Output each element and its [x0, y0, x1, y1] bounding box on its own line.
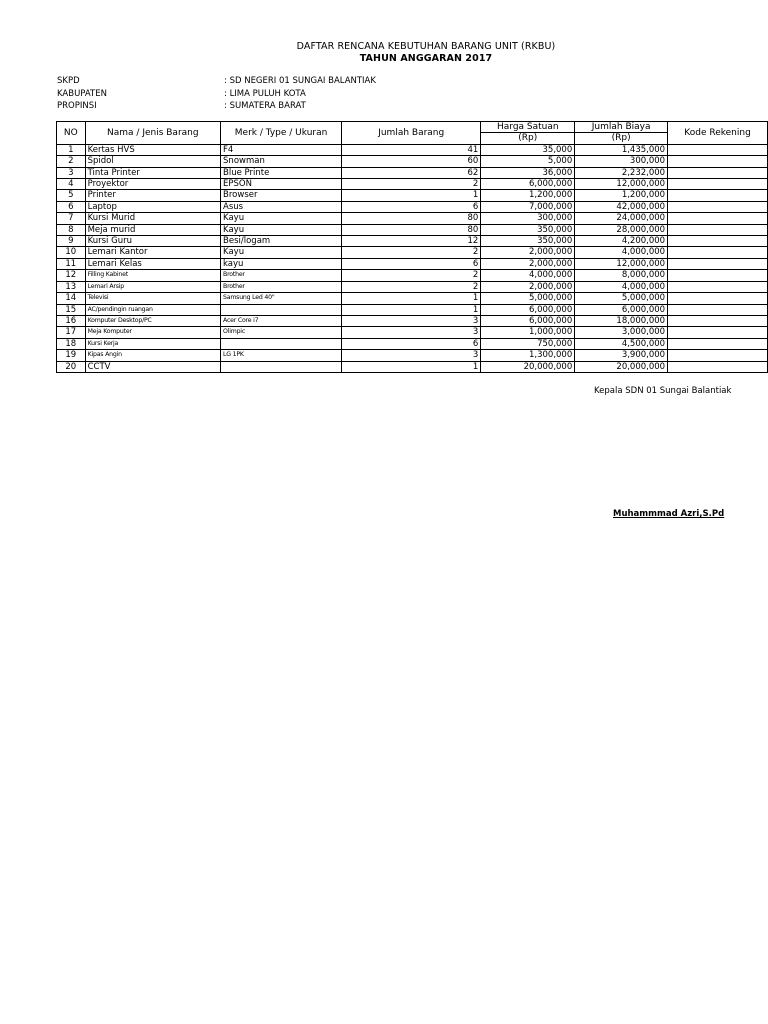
- table-row: [57, 304, 768, 315]
- cell-merk: Brother: [221, 270, 342, 281]
- table-row: [57, 258, 768, 269]
- cell-nama: Lemari Kantor: [85, 247, 220, 258]
- document-subtitle: TAHUN ANGGARAN 2017: [359, 53, 493, 64]
- cell-merk: [221, 361, 342, 372]
- cell-no: 11: [57, 258, 86, 269]
- cell-jumlah: 80: [342, 213, 481, 224]
- cell-nama: Meja murid: [85, 224, 220, 235]
- cell-jumlah: 1: [342, 361, 481, 372]
- cell-nama: Kertas HVS: [85, 144, 220, 155]
- cell-nama: Tinta Printer: [85, 167, 220, 178]
- cell-harga: 4,000,000: [481, 270, 575, 281]
- cell-harga: 750,000: [481, 338, 575, 349]
- cell-merk: Asus: [221, 201, 342, 212]
- cell-kode: [668, 258, 768, 269]
- cell-jumlah: 80: [342, 224, 481, 235]
- cell-merk: Blue Printe: [221, 167, 342, 178]
- cell-jumlah: 6: [342, 258, 481, 269]
- cell-nama: AC/pendingin ruangan: [85, 304, 220, 315]
- cell-jumlah: 2: [342, 281, 481, 292]
- cell-jumlah: 3: [342, 350, 481, 361]
- table-row: [57, 247, 768, 258]
- meta-value: : SUMATERA BARAT: [224, 101, 306, 111]
- cell-no: 3: [57, 167, 86, 178]
- cell-biaya: 12,000,000: [575, 179, 668, 190]
- cell-no: 10: [57, 247, 86, 258]
- cell-biaya: 3,900,000: [575, 350, 668, 361]
- table-row: [57, 293, 768, 304]
- cell-nama: Kursi Kerja: [85, 338, 220, 349]
- cell-no: 4: [57, 179, 86, 190]
- cell-harga: 2,000,000: [481, 281, 575, 292]
- cell-biaya: 4,000,000: [575, 281, 668, 292]
- table-row: [57, 350, 768, 361]
- cell-kode: [668, 156, 768, 167]
- cell-no: 15: [57, 304, 86, 315]
- cell-kode: [668, 179, 768, 190]
- cell-jumlah: 3: [342, 327, 481, 338]
- cell-no: 17: [57, 327, 86, 338]
- cell-harga: 350,000: [481, 236, 575, 247]
- cell-harga: 5,000: [481, 156, 575, 167]
- cell-kode: [668, 190, 768, 201]
- cell-merk: EPSON: [221, 179, 342, 190]
- rkbu-table: [56, 121, 768, 373]
- cell-harga: 5,000,000: [481, 293, 575, 304]
- table-row: [57, 179, 768, 190]
- cell-biaya: 1,200,000: [575, 190, 668, 201]
- cell-merk: Kayu: [221, 224, 342, 235]
- cell-no: 19: [57, 350, 86, 361]
- cell-harga: 6,000,000: [481, 304, 575, 315]
- cell-kode: [668, 236, 768, 247]
- cell-biaya: 18,000,000: [575, 315, 668, 326]
- meta-label: SKPD: [57, 76, 80, 86]
- cell-biaya: 2,232,000: [575, 167, 668, 178]
- table-header-row: [57, 122, 768, 133]
- cell-nama: Lemari Kelas: [85, 258, 220, 269]
- cell-jumlah: 2: [342, 247, 481, 258]
- table-row: [57, 270, 768, 281]
- cell-harga: 36,000: [481, 167, 575, 178]
- table-row: [57, 213, 768, 224]
- cell-nama: Kipas Angin: [85, 350, 220, 361]
- cell-biaya: 42,000,000: [575, 201, 668, 212]
- meta-label: KABUPATEN: [57, 88, 107, 99]
- header-harga-unit: (Rp): [481, 133, 575, 144]
- cell-merk: Snowman: [221, 156, 342, 167]
- cell-harga: 1,300,000: [481, 350, 575, 361]
- table-row: [57, 201, 768, 212]
- table-row: [57, 167, 768, 178]
- cell-nama: Televisi: [85, 293, 220, 304]
- cell-no: 1: [57, 144, 86, 155]
- cell-jumlah: 1: [342, 293, 481, 304]
- table-body: [57, 144, 768, 372]
- cell-kode: [668, 315, 768, 326]
- cell-biaya: 6,000,000: [575, 304, 668, 315]
- header-kode-rekening: Kode Rekening: [668, 122, 768, 145]
- cell-no: 12: [57, 270, 86, 281]
- cell-no: 13: [57, 281, 86, 292]
- cell-merk: Samsung Led 40": [221, 293, 342, 304]
- cell-no: 8: [57, 224, 86, 235]
- cell-biaya: 28,000,000: [575, 224, 668, 235]
- header-merk: Merk / Type / Ukuran: [221, 122, 342, 145]
- table-row: [57, 361, 768, 372]
- signature-title: Kepala SDN 01 Sungai Balantiak: [594, 386, 732, 396]
- cell-merk: Browser: [221, 190, 342, 201]
- cell-nama: CCTV: [85, 361, 220, 372]
- meta-value: : LIMA PULUH KOTA: [224, 88, 306, 99]
- cell-harga: 35,000: [481, 144, 575, 155]
- cell-no: 6: [57, 201, 86, 212]
- table-row: [57, 190, 768, 201]
- cell-no: 16: [57, 315, 86, 326]
- cell-kode: [668, 304, 768, 315]
- cell-kode: [668, 167, 768, 178]
- cell-biaya: 8,000,000: [575, 270, 668, 281]
- cell-no: 2: [57, 156, 86, 167]
- cell-merk: LG 1PK: [221, 350, 342, 361]
- cell-harga: 20,000,000: [481, 361, 575, 372]
- cell-merk: Kayu: [221, 247, 342, 258]
- cell-harga: 1,000,000: [481, 327, 575, 338]
- signature-name: Muhammmad Azri,S.Pd: [613, 509, 725, 519]
- cell-jumlah: 1: [342, 304, 481, 315]
- cell-jumlah: 2: [342, 270, 481, 281]
- cell-merk: Brother: [221, 281, 342, 292]
- cell-kode: [668, 144, 768, 155]
- cell-nama: Lemari Arsip: [85, 281, 220, 292]
- cell-nama: Meja Komputer: [85, 327, 220, 338]
- header-no: NO: [57, 122, 86, 145]
- cell-kode: [668, 224, 768, 235]
- cell-jumlah: 6: [342, 201, 481, 212]
- cell-jumlah: 6: [342, 338, 481, 349]
- cell-no: 7: [57, 213, 86, 224]
- cell-kode: [668, 338, 768, 349]
- cell-biaya: 3,000,000: [575, 327, 668, 338]
- cell-no: 14: [57, 293, 86, 304]
- cell-kode: [668, 281, 768, 292]
- cell-biaya: 4,000,000: [575, 247, 668, 258]
- cell-nama: Komputer Desktop/PC: [85, 315, 220, 326]
- cell-nama: Laptop: [85, 201, 220, 212]
- meta-value: : SD NEGERI 01 SUNGAI BALANTIAK: [224, 76, 376, 86]
- cell-no: 5: [57, 190, 86, 201]
- table-row: [57, 236, 768, 247]
- cell-kode: [668, 361, 768, 372]
- cell-jumlah: 1: [342, 190, 481, 201]
- cell-harga: 6,000,000: [481, 179, 575, 190]
- cell-jumlah: 41: [342, 144, 481, 155]
- cell-harga: 6,000,000: [481, 315, 575, 326]
- cell-biaya: 12,000,000: [575, 258, 668, 269]
- cell-kode: [668, 350, 768, 361]
- document-title: DAFTAR RENCANA KEBUTUHAN BARANG UNIT (RKBU): [296, 41, 556, 52]
- cell-biaya: 5,000,000: [575, 293, 668, 304]
- cell-merk: kayu: [221, 258, 342, 269]
- cell-nama: Printer: [85, 190, 220, 201]
- table-row: [57, 281, 768, 292]
- cell-jumlah: 3: [342, 315, 481, 326]
- cell-merk: Olimpic: [221, 327, 342, 338]
- cell-kode: [668, 201, 768, 212]
- table-row: [57, 224, 768, 235]
- cell-biaya: 20,000,000: [575, 361, 668, 372]
- cell-harga: 300,000: [481, 213, 575, 224]
- cell-biaya: 4,500,000: [575, 338, 668, 349]
- cell-nama: Kursi Guru: [85, 236, 220, 247]
- cell-harga: 2,000,000: [481, 247, 575, 258]
- cell-no: 20: [57, 361, 86, 372]
- cell-harga: 350,000: [481, 224, 575, 235]
- table-row: [57, 338, 768, 349]
- cell-merk: [221, 304, 342, 315]
- cell-jumlah: 2: [342, 179, 481, 190]
- cell-jumlah: 12: [342, 236, 481, 247]
- header-jumlah-biaya: Jumlah Biaya: [575, 122, 668, 133]
- cell-kode: [668, 293, 768, 304]
- cell-biaya: 1,435,000: [575, 144, 668, 155]
- header-nama: Nama / Jenis Barang: [85, 122, 220, 145]
- cell-jumlah: 60: [342, 156, 481, 167]
- cell-kode: [668, 270, 768, 281]
- cell-harga: 7,000,000: [481, 201, 575, 212]
- cell-nama: Filling Kabinet: [85, 270, 220, 281]
- cell-biaya: 4,200,000: [575, 236, 668, 247]
- cell-nama: Spidol: [85, 156, 220, 167]
- cell-biaya: 24,000,000: [575, 213, 668, 224]
- header-harga-satuan: Harga Satuan: [481, 122, 575, 133]
- cell-kode: [668, 213, 768, 224]
- cell-merk: [221, 338, 342, 349]
- cell-jumlah: 62: [342, 167, 481, 178]
- meta-label: PROPINSI: [57, 101, 97, 111]
- cell-merk: Besi/logam: [221, 236, 342, 247]
- table-row: [57, 327, 768, 338]
- cell-merk: F4: [221, 144, 342, 155]
- cell-kode: [668, 327, 768, 338]
- cell-merk: Acer Core i7: [221, 315, 342, 326]
- cell-kode: [668, 247, 768, 258]
- table-row: [57, 144, 768, 155]
- cell-nama: Proyektor: [85, 179, 220, 190]
- header-biaya-unit: (Rp): [575, 133, 668, 144]
- header-jumlah-barang: Jumlah Barang: [342, 122, 481, 145]
- table-row: [57, 156, 768, 167]
- cell-harga: 1,200,000: [481, 190, 575, 201]
- cell-no: 18: [57, 338, 86, 349]
- cell-no: 9: [57, 236, 86, 247]
- cell-nama: Kursi Murid: [85, 213, 220, 224]
- table-row: [57, 315, 768, 326]
- cell-merk: Kayu: [221, 213, 342, 224]
- cell-biaya: 300,000: [575, 156, 668, 167]
- cell-harga: 2,000,000: [481, 258, 575, 269]
